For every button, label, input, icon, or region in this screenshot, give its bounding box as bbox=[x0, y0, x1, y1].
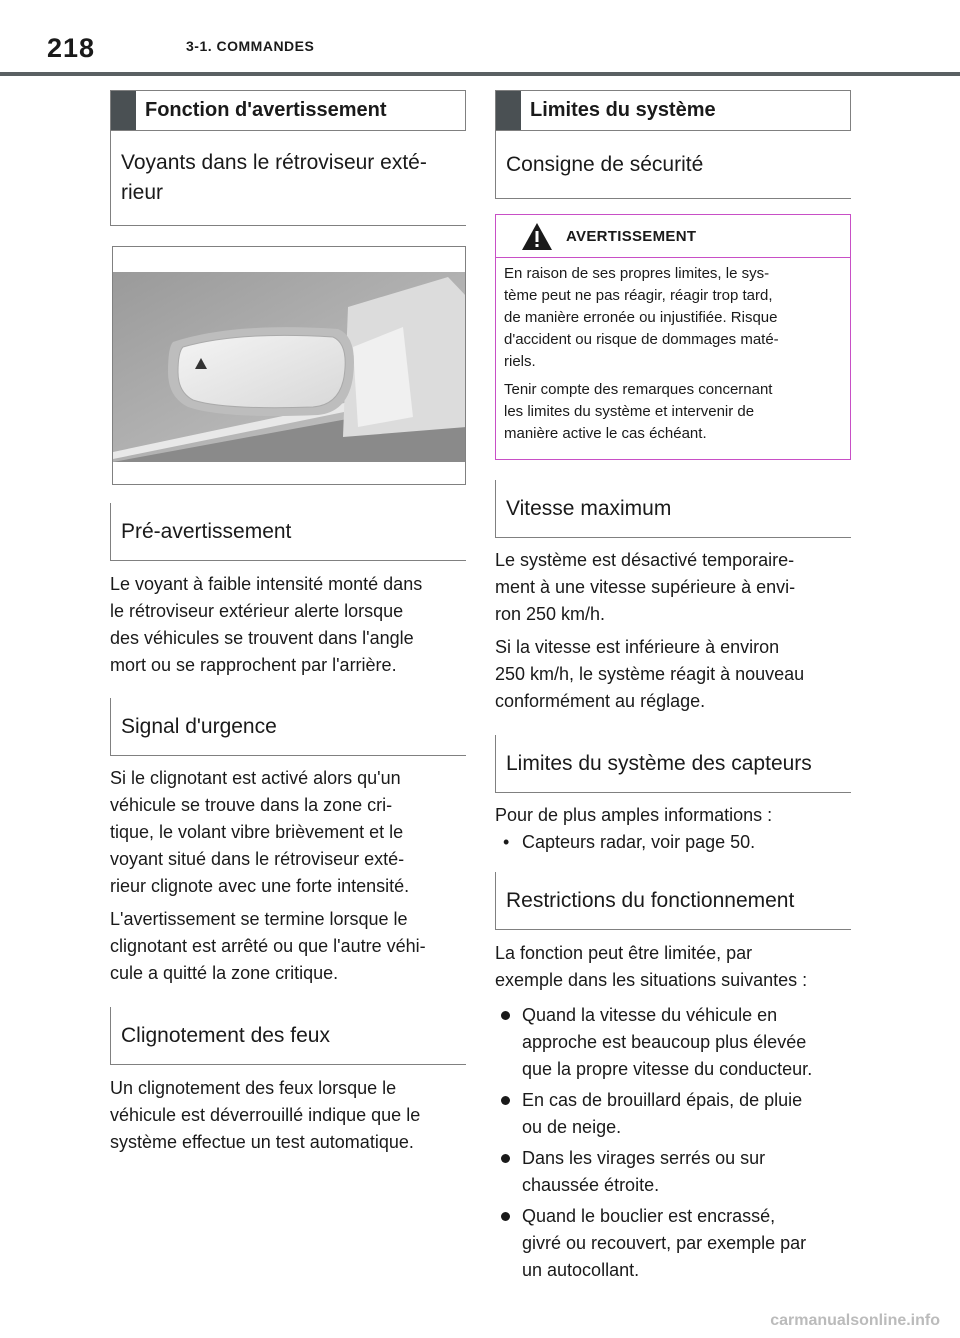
right-column bbox=[495, 90, 851, 1288]
paragraph-light-flashing: Un clignotement des feux lorsque le véhicule est déverrouillé indique que le système effectue un test automatique. bbox=[110, 1078, 421, 1152]
sensor-list bbox=[495, 829, 851, 856]
bullet-dot bbox=[501, 1096, 510, 1105]
subheading-safety-note: Consigne de sécurité bbox=[495, 131, 851, 199]
page-header bbox=[0, 0, 960, 76]
subheading-light-flashing: Clignotement des feux bbox=[110, 1007, 466, 1065]
paragraph-function-restrictions: La fonction peut être limitée, par exemple dans les situations suivantes : bbox=[495, 943, 808, 990]
side-mirror-image bbox=[113, 247, 466, 485]
warning-triangle-icon bbox=[521, 222, 553, 251]
bullet-marker: • bbox=[503, 832, 510, 852]
subheading-max-speed: Vitesse maximum bbox=[495, 480, 851, 538]
paragraph-warning-end: L'avertissement se termine lorsque le clignotant est arrêté ou que l'autre véhi- cule a quitté la zone critique. bbox=[110, 909, 426, 983]
page-number: 218 bbox=[47, 33, 96, 63]
list-item: Quand la vitesse du véhicule en approche est beaucoup plus élevée que la propre vitesse du conducteur. bbox=[495, 1002, 851, 1083]
subheading-emergency-signal: Signal d'urgence bbox=[110, 698, 466, 756]
section-title-bar bbox=[496, 91, 521, 130]
section-title-system-limits: Limites du système bbox=[495, 90, 851, 131]
paragraph-emergency-signal: Si le clignotant est activé alors qu'un véhicule se trouve dans la zone cri- tique, le volant vibre brièvement et le voyant situé dans le rétroviseur exté- rieur clignote avec une forte intensité. bbox=[110, 768, 410, 896]
paragraph-max-speed-2: Si la vitesse est inférieure à environ 250 km/h, le système réagit à nouveau conformément au réglage. bbox=[495, 637, 805, 711]
list-item: Dans les virages serrés ou sur chaussée étroite. bbox=[495, 1145, 851, 1199]
list-item: Quand le bouclier est encrassé, givré ou recouvert, par exemple par un autocollant. bbox=[495, 1203, 851, 1284]
restrictions-list bbox=[495, 1002, 851, 1284]
warning-box bbox=[495, 214, 851, 460]
bullet-dot bbox=[501, 1011, 510, 1020]
paragraph-sensor-limits: Pour de plus amples informations : • Capteurs radar, voir page 50. bbox=[495, 802, 851, 856]
bullet-dot bbox=[501, 1154, 510, 1163]
subheading-pre-warning: Pré-avertissement bbox=[110, 503, 466, 561]
list-item: • Capteurs radar, voir page 50. bbox=[495, 829, 851, 856]
section-title-warning-function: Fonction d'avertissement bbox=[110, 90, 466, 131]
subheading-mirror-indicators: Voyants dans le rétroviseur exté- rieur bbox=[110, 131, 466, 226]
paragraph-max-speed-1: Le système est désactivé temporaire- ment à une vitesse supérieure à envi- ron 250 km/h. bbox=[495, 550, 796, 624]
bullet-dot bbox=[501, 1212, 510, 1221]
list-item: En cas de brouillard épais, de pluie ou de neige. bbox=[495, 1087, 851, 1141]
paragraph-pre-warning: Le voyant à faible intensité monté dans le rétroviseur extérieur alerte lorsque des véhicules se trouvent dans l'angle mort ou se rapprochent par l'arrière. bbox=[110, 574, 423, 675]
chapter-title: 3-1. COMMANDES bbox=[186, 38, 315, 54]
warning-header: AVERTISSEMENT bbox=[496, 215, 850, 258]
subheading-sensor-limits: Limites du système des capteurs bbox=[495, 735, 851, 793]
warning-body: En raison de ses propres limites, le sys- tème peut ne pas réagir, réagir trop tard, de manière erronée ou injustifiée. Risque d'accident ou risque de dommages maté- riels. Tenir compte des remarques concernant les limites du système et intervenir de manière active le cas échéant. bbox=[504, 265, 779, 442]
section-title-bar bbox=[111, 91, 136, 130]
subheading-function-restrictions: Restrictions du fonctionnement bbox=[495, 872, 851, 930]
left-column bbox=[110, 90, 466, 1156]
watermark: carmanualsonline.info bbox=[770, 1312, 940, 1329]
mirror-illustration bbox=[112, 246, 466, 485]
header-rule bbox=[0, 72, 960, 76]
